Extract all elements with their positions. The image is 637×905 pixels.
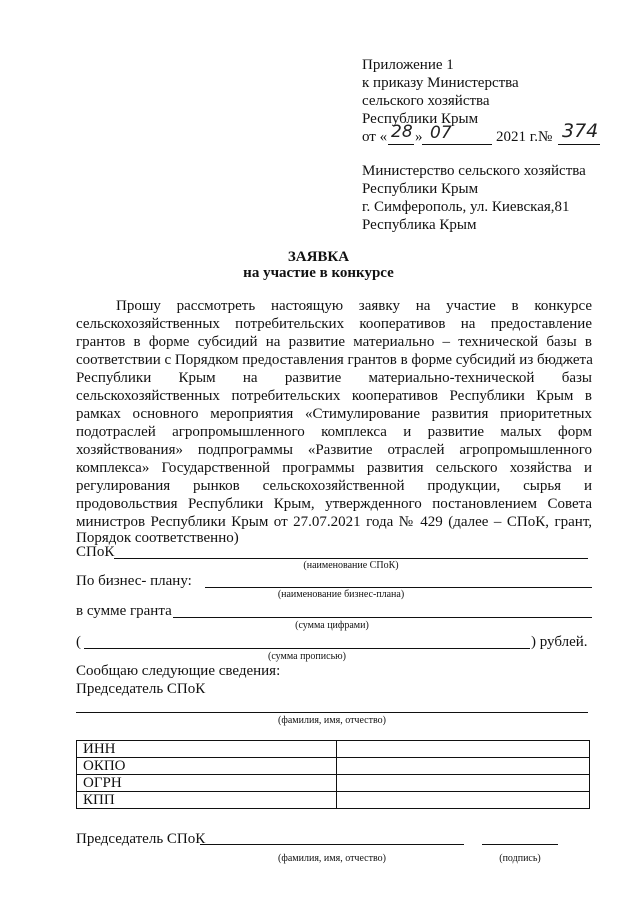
inn-value-cell[interactable] xyxy=(337,741,590,758)
okpo-value-cell[interactable] xyxy=(337,758,590,775)
chairman-caption: (фамилия, имя, отчество) xyxy=(278,715,386,726)
signature-name-caption: (фамилия, имя, отчество) xyxy=(278,853,386,864)
order-reference: к приказу Министерства xyxy=(362,75,519,91)
plan-label: По бизнес- плану: xyxy=(76,573,192,589)
spok-caption: (наименование СПоК) xyxy=(303,560,399,571)
body-line-10: комплекса» Государственной программы развития сельского хозяйства и xyxy=(76,460,592,476)
table-row xyxy=(77,758,590,775)
chairman-label: Председатель СПоК xyxy=(76,681,206,697)
body-line-8: подотраслей агропромышленного комплекса и развитие малых форм xyxy=(76,424,592,440)
row-label-okpo: ОКПО xyxy=(77,758,337,775)
addressee-line-1: Министерство сельского хозяйства xyxy=(362,163,586,179)
date-day-field xyxy=(388,122,414,145)
spok-label: СПоК xyxy=(76,544,115,560)
sum-label: в сумме гранта xyxy=(76,603,172,619)
words-open-paren: ( xyxy=(76,634,81,650)
date-prefix: от « xyxy=(362,129,388,145)
date-month-field xyxy=(422,123,492,145)
plan-name-field[interactable] xyxy=(205,570,592,588)
chairman-name-field[interactable] xyxy=(76,696,588,713)
body-line-2: сельскохозяйственных потребительских кооперативов на предоставление xyxy=(76,316,592,332)
date-day-handwritten: 28 xyxy=(391,122,413,142)
addressee-line-2: Республики Крым xyxy=(362,181,479,197)
body-line-4: соответствии с Порядком предоставления грантов в форме субсидий из бюджета xyxy=(76,352,593,368)
kpp-value-cell[interactable] xyxy=(337,792,590,809)
info-label: Сообщаю следующие сведения: xyxy=(76,663,281,679)
addressee-line-3: г. Симферополь, ул. Киевская,81 xyxy=(362,199,570,215)
document-title: ЗАЯВКА xyxy=(287,249,350,265)
signature-field[interactable] xyxy=(482,828,558,845)
sum-caption: (сумма цифрами) xyxy=(295,620,369,631)
document-subtitle: на участие в конкурсе xyxy=(243,265,394,281)
body-line-11: регулирования рынков сельскохозяйственной продукции, сырья и xyxy=(76,478,592,494)
republic-line: Республики Крым xyxy=(362,111,479,127)
body-line-9: хозяйствования» подпрограммы «Развитие отраслей агропромышленного xyxy=(76,442,592,458)
words-close-rubles: ) рублей. xyxy=(531,634,588,650)
row-label-inn: ИНН xyxy=(77,741,337,758)
body-line-14: Порядок соответственно) xyxy=(76,530,239,546)
order-date-line xyxy=(362,120,602,148)
signature-caption: (подпись) xyxy=(499,853,541,864)
sum-in-words-field[interactable] xyxy=(84,631,530,649)
spok-name-field[interactable] xyxy=(114,541,588,559)
appendix-label: Приложение 1 xyxy=(362,57,454,73)
table-row xyxy=(77,775,590,792)
table-row xyxy=(77,792,590,809)
signature-name-field[interactable] xyxy=(200,828,464,845)
row-label-ogrn: ОГРН xyxy=(77,775,337,792)
date-year: 2021 г.№ xyxy=(496,129,553,145)
date-month-handwritten: 07 xyxy=(430,123,452,143)
order-number-handwritten: 374 xyxy=(562,120,599,142)
body-line-12: продовольствия Республики Крым, утвержденного постановлением Совета xyxy=(76,496,592,512)
table-row xyxy=(77,741,590,758)
body-line-5: Республики Крым на развитие материально-технической базы xyxy=(76,370,592,386)
body-line-1: Прошу рассмотреть настоящую заявку на участие в конкурсе xyxy=(116,298,592,314)
body-line-7: рамках основного мероприятия «Стимулирование развития приоритетных xyxy=(76,406,592,422)
signature-chairman-label: Председатель СПоК xyxy=(76,831,206,847)
body-line-3: грантов в форме субсидий на развитие материально – технической базы в xyxy=(76,334,592,350)
words-caption: (сумма прописью) xyxy=(268,651,346,662)
order-number-field xyxy=(558,120,600,145)
requisites-table xyxy=(76,740,590,809)
date-quote-close: » xyxy=(415,129,423,145)
row-label-kpp: КПП xyxy=(77,792,337,809)
ogrn-value-cell[interactable] xyxy=(337,775,590,792)
addressee-line-4: Республика Крым xyxy=(362,217,477,233)
plan-caption: (наименование бизнес-плана) xyxy=(277,589,405,600)
body-line-6: сельскохозяйственных потребительских кооперативов Республики Крым в xyxy=(76,388,592,404)
grant-sum-field[interactable] xyxy=(173,600,592,618)
body-line-13: министров Республики Крым от 27.07.2021 года № 429 (далее – СПоК, грант, xyxy=(76,514,592,530)
ministry-line: сельского хозяйства xyxy=(362,93,490,109)
